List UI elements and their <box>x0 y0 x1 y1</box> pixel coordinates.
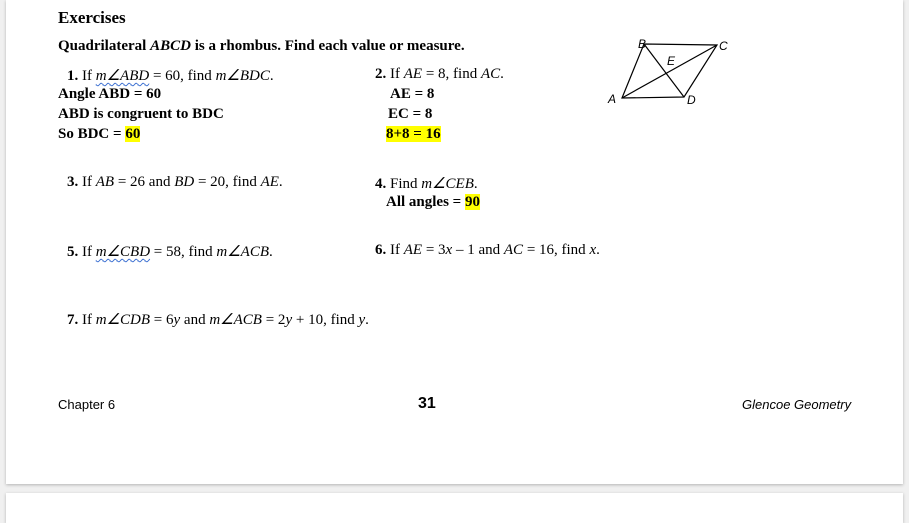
vertex-label-d: D <box>687 93 696 106</box>
footer-page-number: 31 <box>418 395 436 412</box>
answer-1-line-2: ABD is congruent to BDC <box>58 106 224 122</box>
problem-5: 5. If m∠CBD = 58, find m∠ACB. <box>67 244 273 260</box>
page-title: Exercises <box>58 8 126 27</box>
problem-4: 4. Find m∠CEB. <box>375 176 478 192</box>
highlighted-answer: 60 <box>125 126 141 142</box>
vertex-label-a: A <box>608 92 617 106</box>
next-page-edge <box>6 493 903 523</box>
answer-2-line-3 <box>386 126 441 143</box>
intersection-label-e: E <box>667 54 676 68</box>
highlighted-answer: 90 <box>464 194 480 210</box>
diagonal-ac <box>622 45 717 98</box>
footer-book-title: Glencoe Geometry <box>742 397 852 412</box>
worksheet-page <box>6 0 903 484</box>
problem-7: 7. If m∠CDB = 6y and m∠ACB = 2y + 10, find y. <box>67 312 369 328</box>
answer-2-line-1: AE = 8 <box>390 86 435 102</box>
problem-2: 2. If AE = 8, find AC. <box>375 66 504 82</box>
answer-1-line-1: Angle ABD = 60 <box>58 86 162 102</box>
problem-6: 6. If AE = 3x – 1 and AC = 16, find x. <box>375 242 600 258</box>
vertex-label-c: C <box>719 39 728 53</box>
vertex-label-b: B <box>638 37 647 51</box>
instructions: Quadrilateral ABCD is a rhombus. Find each value or measure. <box>58 38 465 54</box>
answer-4: All angles = 90 <box>386 194 480 210</box>
answer-1-line-3: So BDC = 60 <box>58 126 141 142</box>
highlighted-answer: 8+8 = 16 <box>386 126 441 142</box>
problem-1: 1. If m∠ABD = 60, find m∠BDC. <box>67 68 274 84</box>
footer-chapter: Chapter 6 <box>58 397 116 412</box>
rhombus-figure <box>602 34 732 106</box>
answer-2-line-2: EC = 8 <box>388 106 433 122</box>
problem-3: 3. If AB = 26 and BD = 20, find AE. <box>67 174 283 190</box>
diagonal-bd <box>644 44 684 97</box>
